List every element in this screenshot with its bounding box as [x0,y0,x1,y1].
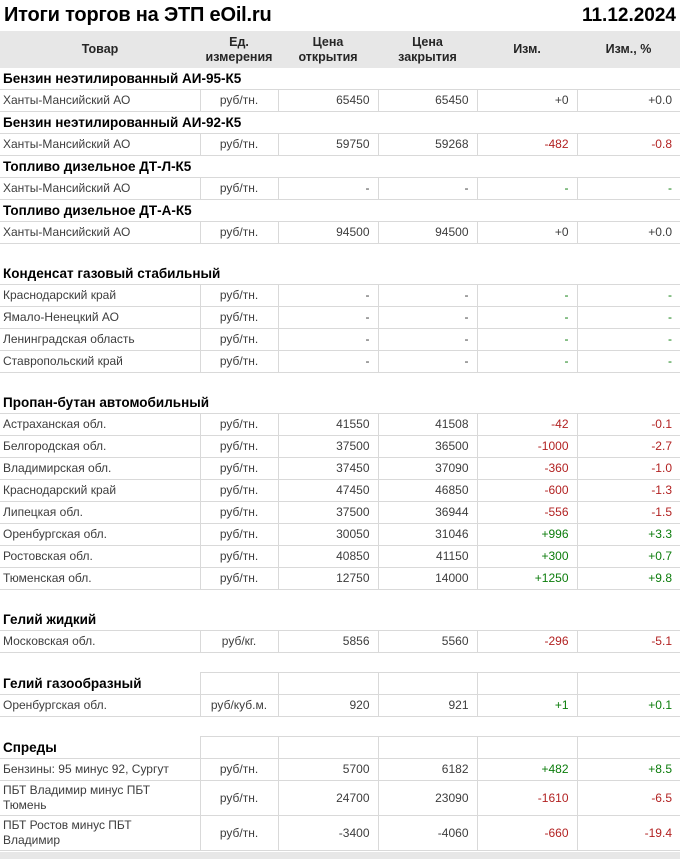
section-header-row [0,609,680,631]
change-pct-cell: -0.1 [577,414,680,436]
table-row [0,695,680,717]
open-price-cell: 5700 [278,759,378,781]
table-row [0,480,680,502]
unit-cell: руб/тн. [200,480,278,502]
open-price-cell: 12750 [278,568,378,590]
change-cell: -1000 [477,436,577,458]
section-header-row [0,200,680,222]
spacer-row [0,717,680,737]
table-row [0,458,680,480]
product-cell: Астраханская обл. [0,414,200,436]
open-price-cell: -3400 [278,816,378,851]
unit-cell: руб/тн. [200,759,278,781]
change-cell: - [477,329,577,351]
open-price-cell: 37500 [278,502,378,524]
spacer-cell [0,717,680,737]
change-cell: -660 [477,816,577,851]
column-header: Изм., % [577,31,680,68]
open-price-cell: 37500 [278,436,378,458]
section-header-row [0,737,680,759]
change-cell: -482 [477,134,577,156]
open-price-cell: 94500 [278,222,378,244]
product-cell: Белгородская обл. [0,436,200,458]
section-title: Конденсат газовый стабильный [0,263,680,285]
unit-cell: руб/тн. [200,134,278,156]
section-title: Бензин неэтилированный АИ-92-К5 [0,112,680,134]
product-cell: Ханты-Мансийский АО [0,178,200,200]
unit-cell: руб/тн. [200,307,278,329]
product-cell: Ставропольский край [0,351,200,373]
close-price-cell: 6182 [378,759,477,781]
open-price-cell: - [278,351,378,373]
column-header: Цена открытия [278,31,378,68]
close-price-cell: 59268 [378,134,477,156]
open-price-cell: - [278,285,378,307]
unit-cell: руб/тн. [200,568,278,590]
change-pct-cell: -19.4 [577,816,680,851]
change-pct-cell: -1.5 [577,502,680,524]
column-header: Цена закрытия [378,31,477,68]
open-price-cell: 24700 [278,781,378,816]
close-price-cell: - [378,329,477,351]
table-row [0,134,680,156]
header-row [0,31,680,68]
unit-cell: руб/тн. [200,178,278,200]
open-price-cell: - [278,178,378,200]
table-row [0,631,680,653]
change-cell: -600 [477,480,577,502]
table-header [0,31,680,68]
unit-cell: руб/тн. [200,816,278,851]
product-cell: Ленинградская область [0,329,200,351]
open-price-cell: 65450 [278,90,378,112]
empty-cell [577,737,680,759]
product-cell: Московская обл. [0,631,200,653]
unit-cell: руб/куб.м. [200,695,278,717]
close-price-cell: 5560 [378,631,477,653]
section-title: Бензин неэтилированный АИ-95-К5 [0,68,680,90]
section-header-row [0,112,680,134]
unit-cell: руб/тн. [200,458,278,480]
change-cell: +1250 [477,568,577,590]
unit-cell: руб/тн. [200,502,278,524]
product-cell: Краснодарский край [0,285,200,307]
close-price-cell: 46850 [378,480,477,502]
close-price-cell: 41508 [378,414,477,436]
close-price-cell: 921 [378,695,477,717]
table-row [0,90,680,112]
close-price-cell: 31046 [378,524,477,546]
product-cell: Ростовская обл. [0,546,200,568]
product-cell: Липецкая обл. [0,502,200,524]
close-price-cell: 14000 [378,568,477,590]
close-price-cell: 65450 [378,90,477,112]
open-price-cell: - [278,329,378,351]
close-price-cell: 41150 [378,546,477,568]
empty-cell [477,737,577,759]
close-price-cell: - [378,285,477,307]
spacer-cell [0,590,680,610]
empty-cell [378,737,477,759]
product-cell: Оренбургская обл. [0,524,200,546]
spacer-row [0,373,680,393]
open-price-cell: 30050 [278,524,378,546]
section-title: Пропан-бутан автомобильный [0,392,680,414]
product-cell: Владимирская обл. [0,458,200,480]
change-pct-cell: +8.5 [577,759,680,781]
change-cell: - [477,351,577,373]
close-price-cell: 94500 [378,222,477,244]
report-title: Итоги торгов на ЭТП eOil.ru [4,4,272,26]
title-bar [0,0,680,31]
change-pct-cell: -2.7 [577,436,680,458]
section-title: Топливо дизельное ДТ-А-К5 [0,200,680,222]
table-row [0,759,680,781]
empty-cell [278,673,378,695]
section-header-row [0,263,680,285]
product-cell: Ханты-Мансийский АО [0,222,200,244]
open-price-cell: 41550 [278,414,378,436]
table-row [0,329,680,351]
change-cell: +1 [477,695,577,717]
change-pct-cell: +0.7 [577,546,680,568]
change-pct-cell: - [577,307,680,329]
table-row [0,781,680,816]
change-pct-cell: +0.1 [577,695,680,717]
table-row [0,307,680,329]
unit-cell: руб/тн. [200,781,278,816]
change-cell: +482 [477,759,577,781]
unit-cell: руб/тн. [200,222,278,244]
empty-cell [200,737,278,759]
column-header: Ед. измерения [200,31,278,68]
product-cell: ПБТ Владимир минус ПБТ Тюмень [0,781,200,816]
product-cell: Краснодарский край [0,480,200,502]
change-cell: +996 [477,524,577,546]
empty-cell [378,673,477,695]
change-pct-cell: -0.8 [577,134,680,156]
section-title: Гелий жидкий [0,609,680,631]
unit-cell: руб/тн. [200,285,278,307]
table-row [0,546,680,568]
open-price-cell: 5856 [278,631,378,653]
close-price-cell: - [378,307,477,329]
section-title: Гелий газообразный [0,673,200,695]
change-cell: +0 [477,222,577,244]
section-header-row [0,673,680,695]
product-cell: Ханты-Мансийский АО [0,90,200,112]
change-pct-cell: -5.1 [577,631,680,653]
product-cell: Оренбургская обл. [0,695,200,717]
open-price-cell: 47450 [278,480,378,502]
product-cell: Тюменская обл. [0,568,200,590]
spacer-row [0,590,680,610]
table-row [0,351,680,373]
table-row [0,436,680,458]
change-cell: -1610 [477,781,577,816]
change-cell: -42 [477,414,577,436]
product-cell: Бензины: 95 минус 92, Сургут [0,759,200,781]
spacer-cell [0,244,680,264]
open-price-cell: 40850 [278,546,378,568]
table-row [0,816,680,851]
report-date: 11.12.2024 [581,4,676,26]
results-table [0,31,680,851]
close-price-cell: 36500 [378,436,477,458]
table-row [0,568,680,590]
unit-cell: руб/тн. [200,546,278,568]
unit-cell: руб/тн. [200,436,278,458]
section-title: Спреды [0,737,200,759]
table-row [0,285,680,307]
change-pct-cell: - [577,329,680,351]
spacer-row [0,244,680,264]
product-cell: Ямало-Ненецкий АО [0,307,200,329]
column-header: Изм. [477,31,577,68]
change-pct-cell: - [577,351,680,373]
bottom-strip [0,852,680,859]
empty-cell [200,673,278,695]
table-row [0,222,680,244]
section-header-row [0,156,680,178]
open-price-cell: 59750 [278,134,378,156]
change-pct-cell: +9.8 [577,568,680,590]
spacer-row [0,653,680,673]
change-cell: -556 [477,502,577,524]
table-row [0,178,680,200]
column-header: Товар [0,31,200,68]
table-row [0,524,680,546]
change-cell: - [477,178,577,200]
unit-cell: руб/тн. [200,329,278,351]
close-price-cell: - [378,351,477,373]
change-cell: - [477,307,577,329]
open-price-cell: 920 [278,695,378,717]
section-title: Топливо дизельное ДТ-Л-К5 [0,156,680,178]
close-price-cell: 37090 [378,458,477,480]
change-pct-cell: +3.3 [577,524,680,546]
unit-cell: руб/тн. [200,90,278,112]
change-pct-cell: -6.5 [577,781,680,816]
change-pct-cell: +0.0 [577,90,680,112]
section-header-row [0,392,680,414]
spacer-cell [0,373,680,393]
table-row [0,502,680,524]
close-price-cell: - [378,178,477,200]
spacer-cell [0,653,680,673]
empty-cell [278,737,378,759]
change-pct-cell: - [577,285,680,307]
empty-cell [577,673,680,695]
change-cell: -296 [477,631,577,653]
unit-cell: руб/кг. [200,631,278,653]
change-pct-cell: - [577,178,680,200]
change-cell: - [477,285,577,307]
change-cell: +300 [477,546,577,568]
change-cell: -360 [477,458,577,480]
change-pct-cell: -1.0 [577,458,680,480]
close-price-cell: 23090 [378,781,477,816]
change-cell: +0 [477,90,577,112]
unit-cell: руб/тн. [200,414,278,436]
unit-cell: руб/тн. [200,351,278,373]
product-cell: Ханты-Мансийский АО [0,134,200,156]
open-price-cell: 37450 [278,458,378,480]
unit-cell: руб/тн. [200,524,278,546]
close-price-cell: -4060 [378,816,477,851]
empty-cell [477,673,577,695]
close-price-cell: 36944 [378,502,477,524]
change-pct-cell: -1.3 [577,480,680,502]
product-cell: ПБТ Ростов минус ПБТ Владимир [0,816,200,851]
section-header-row [0,68,680,90]
change-pct-cell: +0.0 [577,222,680,244]
table-row [0,414,680,436]
open-price-cell: - [278,307,378,329]
